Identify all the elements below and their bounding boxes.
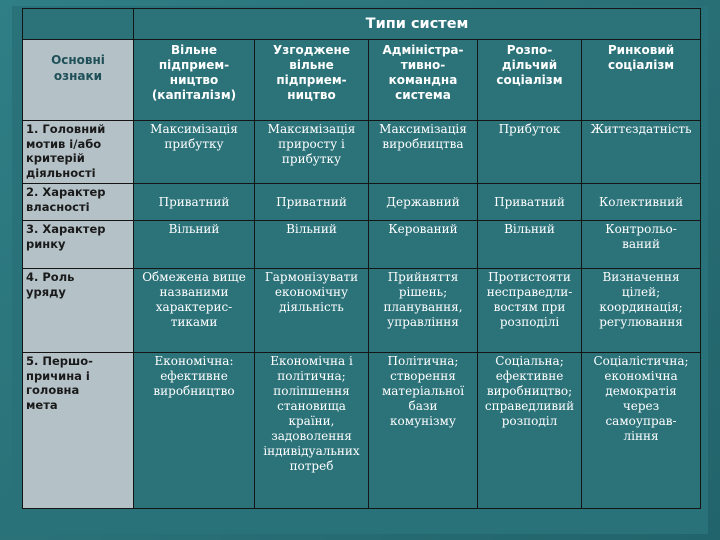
table-cell (134, 184, 255, 221)
cell-text-line: ознаки (53, 69, 103, 83)
cell-text-line: Обмежена вище (142, 270, 246, 284)
cell-text-line: ваний (622, 237, 660, 251)
cell-text-line: Державний (386, 195, 460, 209)
cell-text-line: справедливий (484, 399, 575, 413)
system-header-coordinated-enterprise (255, 40, 369, 121)
cell-text-line: 3. Характер (26, 222, 106, 236)
table-cell (134, 269, 255, 353)
cell-text-line: планування, (383, 300, 463, 314)
cell-text-line: соціалізм (607, 58, 675, 72)
cell-text-line: тивно- (400, 58, 446, 72)
cell-text-line: Вільний (168, 222, 220, 236)
cell-text-line: Вільний (504, 222, 555, 236)
table-row (23, 269, 701, 353)
row-header-market (23, 221, 134, 269)
cell-text-line: Вільне (170, 43, 218, 57)
table-title: Типи систем (134, 9, 701, 40)
cell-text-line: командна (388, 73, 458, 87)
table-cell (582, 184, 701, 221)
cell-text-line: регулювання (599, 315, 683, 329)
cell-text-line: ефективне (160, 369, 228, 383)
table-row (23, 121, 701, 184)
system-header-distributive-socialism (478, 40, 582, 121)
cell-text-line: 2. Характер (26, 185, 106, 199)
table-cell (582, 353, 701, 509)
table-cell (134, 121, 255, 184)
cell-text-line: бази (408, 399, 438, 413)
cell-text-line: Основні (51, 53, 105, 67)
cell-text-line: дільчий (501, 58, 558, 72)
cell-text-line: матеріальної (381, 384, 465, 398)
cell-text-line: тиками (170, 315, 218, 329)
row-header-primary-goal (23, 353, 134, 509)
cell-text-line: Економічна: (154, 354, 234, 368)
cell-text-line: причина і (26, 368, 90, 383)
cell-text-line: Прийняття (387, 270, 459, 284)
cell-text-line: приросту і (278, 137, 345, 151)
cell-text-line: Ринковий (607, 43, 675, 57)
table-cell (582, 121, 701, 184)
cell-text-line: потреб (289, 459, 334, 473)
cell-text-line: прибутку (281, 152, 342, 166)
cell-text-line: Вільний (286, 222, 337, 236)
table-cell (369, 353, 478, 509)
economic-systems-table (22, 8, 701, 509)
system-header-market-socialism (582, 40, 701, 121)
table-corner-cell (23, 9, 134, 40)
cell-text-line: ефективне (495, 369, 564, 383)
table-cell (582, 221, 701, 269)
cell-text-line: Узгоджене (273, 43, 350, 57)
cell-text-line: Гармонізувати (264, 270, 359, 284)
table-cell (255, 121, 369, 184)
cell-text-line: діяльність (279, 300, 344, 314)
cell-text-line: Контрольо- (605, 222, 677, 236)
cell-text-line: мотив і/або (26, 136, 102, 151)
cell-text-line: розподілі (499, 315, 560, 329)
system-header-free-enterprise (134, 40, 255, 121)
cell-text-line: індивідуальних (263, 444, 360, 458)
table-row (23, 184, 701, 221)
cell-text-line: виробництво (153, 384, 235, 398)
cell-text-line: створення (390, 369, 456, 383)
cell-text-line: Колективний (598, 195, 684, 209)
table-cell (478, 221, 582, 269)
cell-text-line: названими (159, 285, 229, 299)
cell-text-line: (капіталізм) (151, 88, 237, 102)
cell-text-line: Максимізація (150, 122, 238, 136)
cell-text-line: ринку (26, 236, 66, 251)
cell-text-line: мета (26, 397, 58, 412)
cell-text-line: Соціальна; (495, 354, 564, 368)
cell-text-line: координація; (599, 300, 683, 314)
cell-text-line: Адміністра- (382, 43, 464, 57)
table-cell (369, 184, 478, 221)
cell-text-line: країни, (288, 414, 335, 428)
table-cell (255, 269, 369, 353)
cell-text-line: Приватний (276, 195, 347, 209)
cell-text-line: Керований (388, 222, 458, 236)
table-cell (478, 121, 582, 184)
row-header-ownership (23, 184, 134, 221)
cell-text-line: Соціалістична; (593, 354, 689, 368)
table-cell (582, 269, 701, 353)
cell-text-line: демократія (605, 384, 677, 398)
cell-text-line: Максимізація (379, 122, 467, 136)
cell-text-line: підприем- (158, 58, 230, 72)
table-cell (255, 353, 369, 509)
cell-text-line: цілей; (621, 285, 661, 299)
table-cell (134, 353, 255, 509)
cell-text-line: підприем- (276, 73, 347, 87)
cell-text-line: Життєздатність (590, 122, 692, 136)
cell-text-line: 1. Головний (26, 122, 106, 136)
cell-text-line: діяльності (26, 165, 96, 180)
cell-text-line: Розпо- (506, 43, 553, 57)
table-cell (134, 221, 255, 269)
cell-text-line: становища (277, 399, 346, 413)
cell-text-line: ління (623, 429, 659, 443)
cell-text-line: Прибуток (498, 122, 561, 136)
cell-text-line: головна (26, 383, 80, 397)
cell-text-line: востям при (493, 300, 566, 314)
feature-column-header (23, 40, 134, 121)
table-row (23, 221, 701, 269)
cell-text-line: виробництва (382, 137, 464, 151)
cell-text-line: через (622, 399, 660, 413)
cell-text-line: несправедли- (486, 285, 573, 299)
cell-text-line: економічна (604, 369, 678, 383)
cell-text-line: Приватний (158, 195, 230, 209)
cell-text-line: самоуправ- (605, 414, 677, 428)
table-cell (369, 221, 478, 269)
cell-text-line: Політична; (387, 354, 459, 368)
table-cell (478, 353, 582, 509)
cell-text-line: виробництво; (486, 384, 573, 398)
table-row (23, 353, 701, 509)
system-header-command-system (369, 40, 478, 121)
table-cell (478, 184, 582, 221)
cell-text-line: рішень; (398, 285, 448, 299)
cell-text-line: Економічна і (270, 354, 353, 368)
table-cell (478, 269, 582, 353)
cell-text-line: Визначення (602, 270, 680, 284)
cell-text-line: задоволення (271, 429, 352, 443)
cell-text-line: Протистояти (488, 270, 571, 284)
row-header-government-role (23, 269, 134, 353)
cell-text-line: ництво (169, 73, 219, 87)
cell-text-line: розподіл (501, 414, 558, 428)
cell-text-line: політична; (277, 369, 346, 383)
cell-text-line: 4. Роль (26, 270, 75, 284)
cell-text-line: система (395, 88, 451, 102)
cell-text-line: вільне (289, 58, 334, 72)
cell-text-line: 5. Першо- (26, 354, 93, 368)
table-cell (255, 221, 369, 269)
cell-text-line: управління (387, 315, 459, 329)
row-header-motive (23, 121, 134, 184)
cell-text-line: Приватний (494, 195, 565, 209)
cell-text-line: уряду (26, 284, 66, 299)
cell-text-line: критерій (26, 151, 85, 165)
cell-text-line: поліпшення (273, 384, 350, 398)
cell-text-line: ництво (287, 88, 336, 102)
cell-text-line: Максимізація (267, 122, 356, 136)
table-cell (255, 184, 369, 221)
cell-text-line: економічну (274, 285, 349, 299)
cell-text-line: власності (26, 199, 90, 214)
cell-text-line: характерис- (155, 300, 233, 314)
table-cell (369, 121, 478, 184)
cell-text-line: комунізму (390, 414, 456, 428)
cell-text-line: соціалізм (496, 73, 563, 87)
table-cell (369, 269, 478, 353)
cell-text-line: прибутку (164, 137, 224, 151)
